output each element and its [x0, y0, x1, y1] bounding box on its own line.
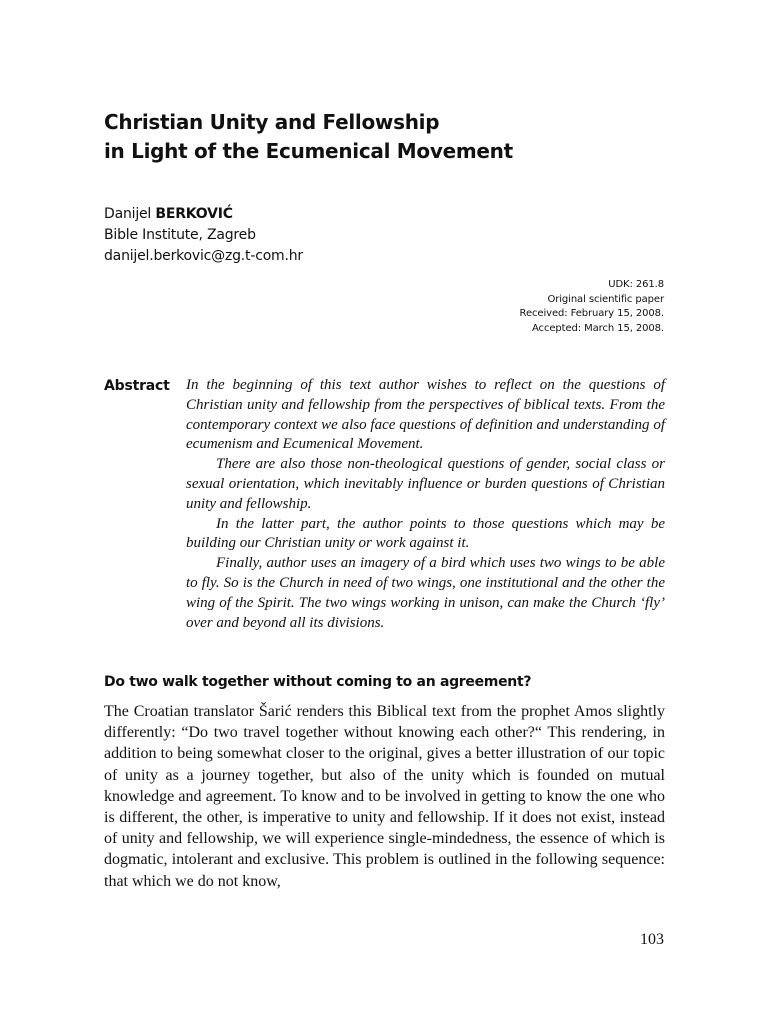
paper-type: Original scientific paper — [547, 293, 664, 305]
body-paragraph: The Croatian translator Šarić renders this Biblical text from the prophet Amos slightly differently: “Do two travel together without knowing each other?“ This rendering, in addition to being somewhat closer to the original, gives a better illustration of our topic of unity as a journey together, but also of the unity which is founded on mutual knowledge and agreement. To know and to be involved in getting to know the one who is different, the other, is imperative to unity and fellowship. If it does not exist, instead of unity and fellowship, we will experience single-mindedness, the essence of which is dogmatic, intolerant and exclusive. This problem is outlined in the following sequence: that which we do not know, — [104, 703, 665, 890]
abstract-paragraph: In the beginning of this text author wishes to reflect on the questions of Christian unity and fellowship from the perspectives of biblical texts. From the contemporary context we also face questions of definition and understanding of ecumenism and Ecumenical Movement. — [186, 377, 665, 453]
article-metadata — [520, 278, 664, 336]
author-affiliation: Bible Institute, Zagreb — [104, 227, 256, 243]
udk-code: UDK: 261.8 — [608, 279, 664, 290]
abstract-body — [186, 376, 665, 633]
abstract-paragraph: Finally, author uses an imagery of a bird which uses two wings to be able to fly. So is the Church in need of two wings, one institutional and the other the wing of the Spirit. The two wings working in unison, can make the Church ‘fly’ over and beyond all its divisions. — [186, 555, 665, 631]
title-line-1: Christian Unity and Fellowship — [104, 110, 440, 134]
abstract-paragraph: There are also those non-theological questions of gender, social class or sexual orientation, which inevitably influence or burden questions of Christian unity and fellowship. — [186, 456, 665, 512]
accepted-date: Accepted: March 15, 2008. — [531, 322, 664, 334]
article-title — [104, 108, 664, 166]
section-heading: Do two walk together without coming to an agreement? — [104, 674, 532, 690]
abstract-label: Abstract — [104, 378, 170, 394]
author-surname: BERKOVIĆ — [155, 206, 233, 222]
author-first-name: Danijel — [104, 206, 156, 222]
title-line-2: in Light of the Ecumenical Movement — [104, 139, 513, 163]
page-number: 103 — [640, 931, 664, 948]
author-email: danijel.berkovic@zg.t-com.hr — [104, 248, 303, 264]
received-date: Received: February 15, 2008. — [519, 308, 664, 319]
section-body — [104, 701, 665, 892]
author-name — [104, 204, 664, 225]
author-info — [104, 204, 664, 267]
abstract-paragraph: In the latter part, the author points to those questions which may be building our Christian unity or work against it. — [186, 515, 665, 552]
